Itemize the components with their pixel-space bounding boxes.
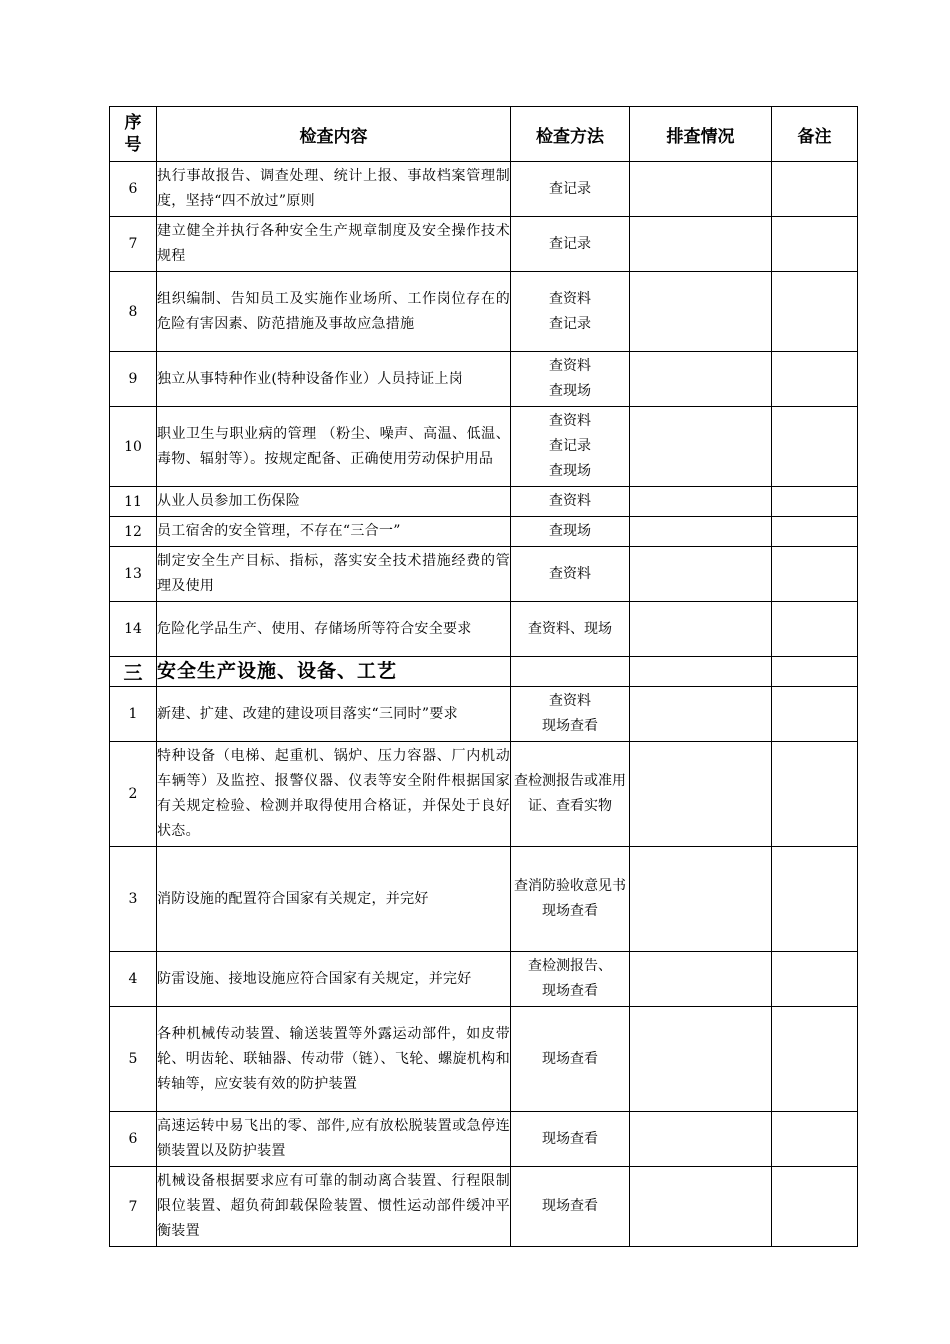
method-line: 现场查看 [542, 903, 598, 919]
remark-cell [772, 352, 858, 407]
check-method [511, 407, 630, 487]
table-row [110, 217, 858, 272]
row-number: 13 [110, 547, 157, 602]
check-method [511, 742, 630, 847]
table-row [110, 352, 858, 407]
status-cell [630, 217, 772, 272]
remark-cell [772, 687, 858, 742]
check-method [511, 847, 630, 952]
check-method [511, 352, 630, 407]
check-method [511, 657, 630, 687]
status-cell [630, 407, 772, 487]
remark-cell [772, 162, 858, 217]
method-line: 现场查看 [542, 1198, 598, 1214]
row-number: 10 [110, 407, 157, 487]
remark-cell [772, 742, 858, 847]
table-row [110, 952, 858, 1007]
method-line: 现场查看 [542, 718, 598, 734]
remark-cell [772, 657, 858, 687]
row-number: 3 [110, 847, 157, 952]
table-row [110, 847, 858, 952]
row-number: 6 [110, 1112, 157, 1167]
check-method [511, 217, 630, 272]
remark-cell [772, 847, 858, 952]
method-line: 查现场 [549, 523, 591, 539]
check-content: 特种设备（电梯、起重机、锅炉、压力容器、厂内机动车辆等）及监控、报警仪器、仪表等安全附件根据国家有关规定检验、检测并取得使用合格证，并保处于良好状态。 [157, 742, 511, 847]
remark-cell [772, 487, 858, 517]
table-row [110, 547, 858, 602]
check-content: 消防设施的配置符合国家有关规定，并完好 [157, 847, 511, 952]
check-content: 防雷设施、接地设施应符合国家有关规定，并完好 [157, 952, 511, 1007]
status-cell [630, 547, 772, 602]
check-content: 职业卫生与职业病的管理 （粉尘、噪声、高温、低温、毒物、辐射等）。按规定配备、正确使用劳动保护用品 [157, 407, 511, 487]
row-number: 9 [110, 352, 157, 407]
method-line: 现场查看 [542, 983, 598, 999]
status-cell [630, 1007, 772, 1112]
header-status: 排查情况 [630, 107, 772, 162]
row-number: 1 [110, 687, 157, 742]
check-content: 机械设备根据要求应有可靠的制动离合装置、行程限制限位装置、超负荷卸载保险装置、惯性运动部件缓冲平衡装置 [157, 1167, 511, 1247]
header-method: 检查方法 [511, 107, 630, 162]
method-line: 查检测报告、 [528, 958, 612, 974]
table-row [110, 602, 858, 657]
status-cell [630, 952, 772, 1007]
check-method [511, 952, 630, 1007]
check-content: 建立健全并执行各种安全生产规章制度及安全操作技术规程 [157, 217, 511, 272]
remark-cell [772, 1112, 858, 1167]
status-cell [630, 687, 772, 742]
remark-cell [772, 547, 858, 602]
check-content: 执行事故报告、调查处理、统计上报、事故档案管理制度，坚持“四不放过”原则 [157, 162, 511, 217]
remark-cell [772, 517, 858, 547]
check-content: 组织编制、告知员工及实施作业场所、工作岗位存在的危险有害因素、防范措施及事故应急措施 [157, 272, 511, 352]
method-line: 查现场 [549, 463, 591, 479]
status-cell [630, 1167, 772, 1247]
table-row [110, 1167, 858, 1247]
check-content: 各种机械传动装置、输送装置等外露运动部件，如皮带轮、明齿轮、联轴器、传动带（链）、飞轮、螺旋机构和转轴等，应安装有效的防护装置 [157, 1007, 511, 1112]
method-line: 查资料 [549, 413, 591, 429]
check-method [511, 687, 630, 742]
check-method [511, 162, 630, 217]
check-content: 危险化学品生产、使用、存储场所等符合安全要求 [157, 602, 511, 657]
method-line: 查资料 [549, 290, 591, 307]
table-row [110, 272, 858, 352]
check-content: 从业人员参加工伤保险 [157, 487, 511, 517]
check-content: 员工宿舍的安全管理，不存在“三合一” [157, 517, 511, 547]
method-line: 查记录 [549, 438, 591, 454]
row-number: 12 [110, 517, 157, 547]
header-no: 序号 [110, 107, 157, 162]
row-number: 11 [110, 487, 157, 517]
row-number: 三 [110, 657, 157, 687]
table-row [110, 162, 858, 217]
check-content: 制定安全生产目标、指标，落实安全技术措施经费的管理及使用 [157, 547, 511, 602]
status-cell [630, 162, 772, 217]
check-method [511, 1167, 630, 1247]
method-line: 查资料、现场 [528, 620, 612, 637]
row-number: 7 [110, 217, 157, 272]
table-row [110, 742, 858, 847]
check-method [511, 547, 630, 602]
header-remark: 备注 [772, 107, 858, 162]
table-row [110, 687, 858, 742]
section-row [110, 657, 858, 687]
method-line: 查资料 [549, 565, 591, 582]
section-title: 安全生产设施、设备、工艺 [157, 657, 511, 687]
status-cell [630, 352, 772, 407]
check-method [511, 517, 630, 547]
check-method [511, 1112, 630, 1167]
method-line: 现场查看 [542, 1050, 598, 1067]
table-row [110, 517, 858, 547]
row-number: 6 [110, 162, 157, 217]
remark-cell [772, 217, 858, 272]
remark-cell [772, 272, 858, 352]
row-number: 7 [110, 1167, 157, 1247]
check-content: 高速运转中易飞出的零、部件,应有放松脱装置或急停连锁装置以及防护装置 [157, 1112, 511, 1167]
remark-cell [772, 1167, 858, 1247]
row-number: 8 [110, 272, 157, 352]
table-row [110, 1112, 858, 1167]
table-row [110, 1007, 858, 1112]
header-content: 检查内容 [157, 107, 511, 162]
row-number: 2 [110, 742, 157, 847]
row-number: 14 [110, 602, 157, 657]
row-number: 5 [110, 1007, 157, 1112]
method-line: 查检测报告或准用证、查看实物 [514, 773, 626, 814]
method-line: 查资料 [549, 358, 591, 374]
status-cell [630, 847, 772, 952]
method-line: 查现场 [549, 383, 591, 399]
table-row [110, 407, 858, 487]
status-cell [630, 602, 772, 657]
check-content: 新建、扩建、改建的建设项目落实“三同时”要求 [157, 687, 511, 742]
method-line: 查记录 [549, 315, 591, 332]
status-cell [630, 657, 772, 687]
method-line: 现场查看 [542, 1130, 598, 1147]
check-method [511, 272, 630, 352]
remark-cell [772, 1007, 858, 1112]
method-line: 查资料 [549, 493, 591, 509]
check-method [511, 602, 630, 657]
status-cell [630, 487, 772, 517]
check-content: 独立从事特种作业(特种设备作业）人员持证上岗 [157, 352, 511, 407]
method-line: 查记录 [549, 180, 591, 197]
method-line: 查记录 [549, 235, 591, 252]
remark-cell [772, 602, 858, 657]
status-cell [630, 517, 772, 547]
status-cell [630, 742, 772, 847]
header-row [110, 107, 858, 162]
inspection-checklist-table [109, 106, 858, 1247]
status-cell [630, 1112, 772, 1167]
check-method [511, 487, 630, 517]
method-line: 查资料 [549, 693, 591, 709]
status-cell [630, 272, 772, 352]
row-number: 4 [110, 952, 157, 1007]
remark-cell [772, 407, 858, 487]
check-method [511, 1007, 630, 1112]
method-line: 查消防验收意见书 [514, 878, 626, 894]
remark-cell [772, 952, 858, 1007]
table-row [110, 487, 858, 517]
